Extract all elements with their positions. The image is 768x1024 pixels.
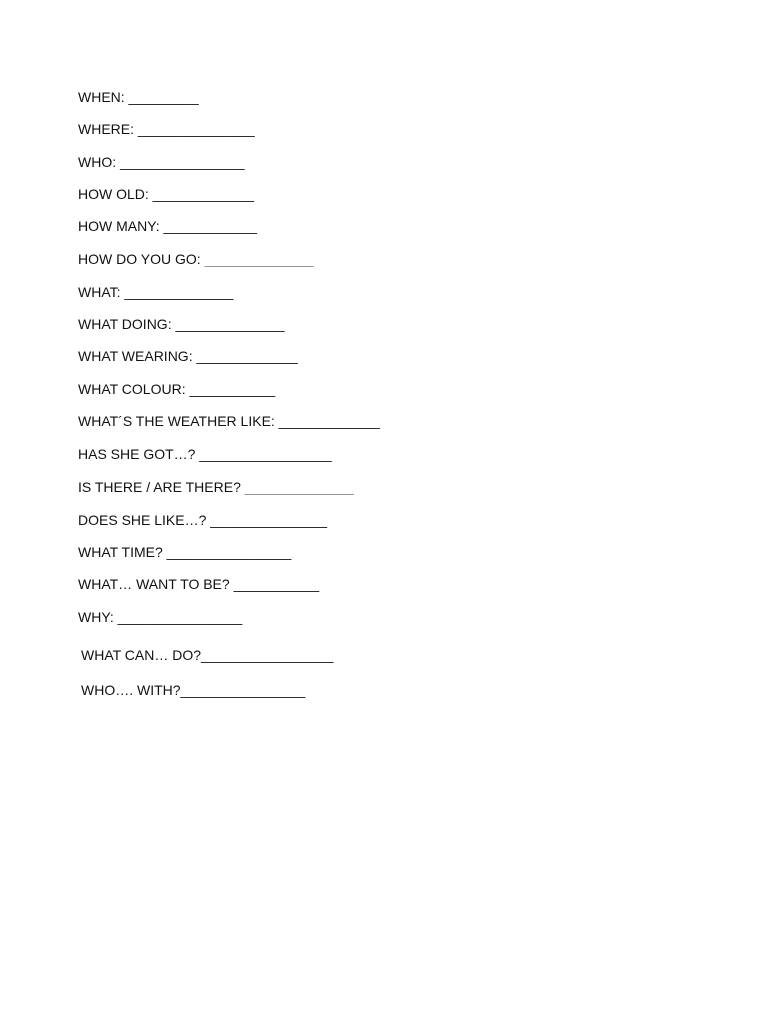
question-want-to-be: WHAT… WANT TO BE? ___________ — [78, 576, 320, 592]
question-is-there-label: IS THERE / ARE THERE? — [78, 479, 245, 495]
question-where: WHERE: _______________ — [78, 121, 255, 137]
question-how-many: HOW MANY: ____________ — [78, 218, 257, 234]
question-how-do-you-go-label: HOW DO YOU GO: — [78, 251, 205, 267]
question-has-she-got: HAS SHE GOT…? _________________ — [78, 446, 332, 462]
question-what-wearing: WHAT WEARING: _____________ — [78, 348, 298, 364]
question-how-do-you-go — [78, 250, 314, 268]
question-what: WHAT: ______________ — [78, 284, 234, 300]
answer-blank: ______________ — [244, 479, 354, 495]
question-when: WHEN: _________ — [78, 89, 199, 105]
question-what-can-do: WHAT CAN… DO?_________________ — [81, 647, 334, 663]
question-does-she-like: DOES SHE LIKE…? _______________ — [78, 512, 328, 528]
answer-blank: ______________ — [204, 251, 314, 267]
question-how-old: HOW OLD: _____________ — [78, 186, 254, 202]
question-who-with: WHO…. WITH?________________ — [81, 682, 306, 698]
question-what-time: WHAT TIME? ________________ — [78, 544, 292, 560]
question-who: WHO: ________________ — [78, 154, 245, 170]
question-what-colour: WHAT COLOUR: ___________ — [78, 381, 276, 397]
question-is-there — [78, 478, 354, 496]
question-weather: WHAT´S THE WEATHER LIKE: _____________ — [78, 413, 380, 429]
question-why: WHY: ________________ — [78, 609, 243, 625]
question-what-doing: WHAT DOING: ______________ — [78, 316, 285, 332]
